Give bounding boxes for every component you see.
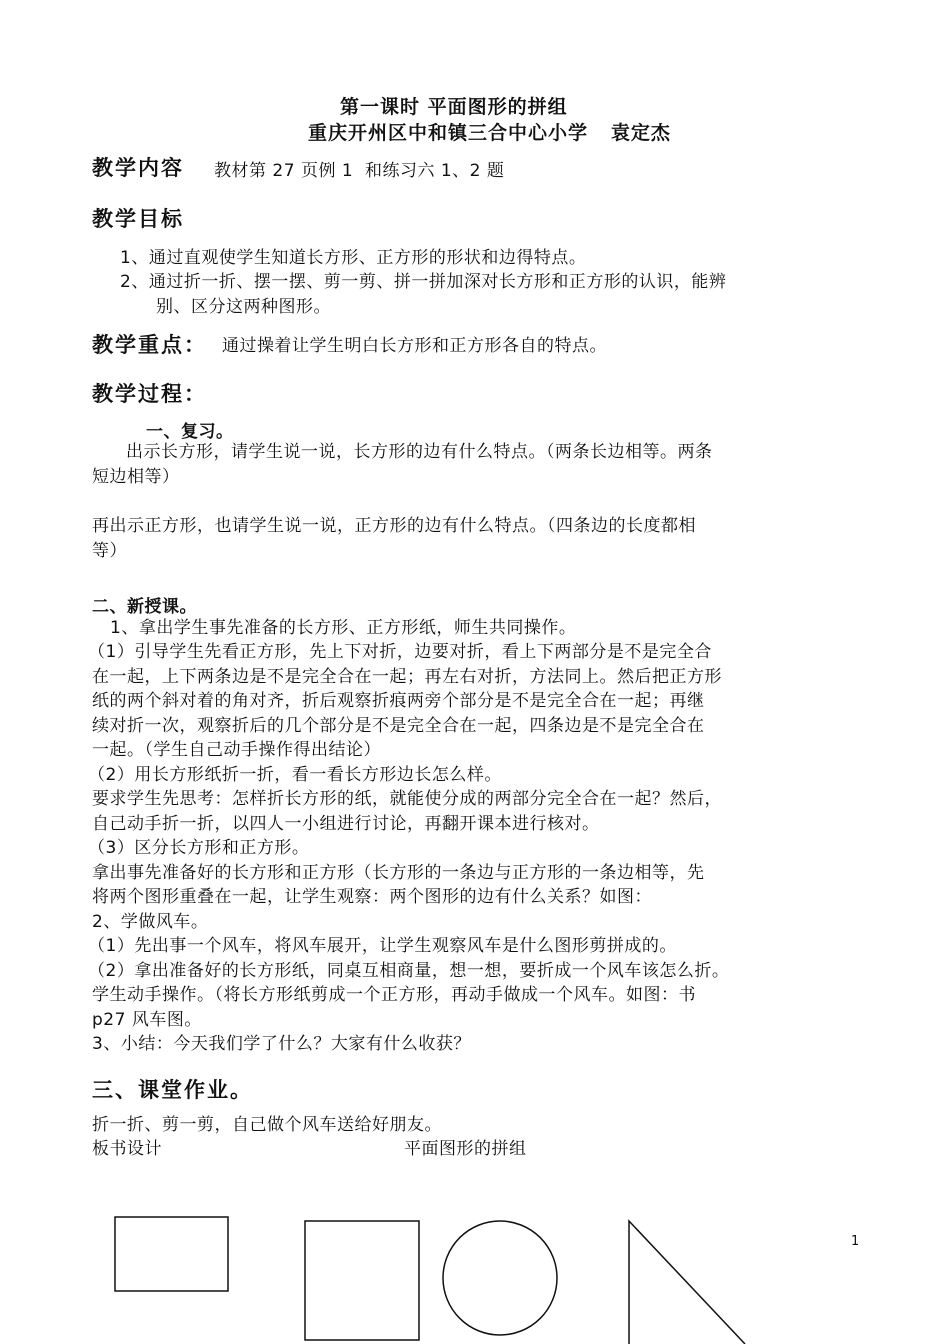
rectangle-shape bbox=[115, 1217, 228, 1291]
new-lesson-heading: 二、新授课。 bbox=[92, 597, 197, 617]
review-line: 短边相等） bbox=[92, 467, 180, 487]
new-lesson-line: 要求学生先思考：怎样折长方形的纸，就能使分成的两部分完全合在一起？然后， bbox=[92, 789, 722, 809]
board-design-label: 板书设计 bbox=[92, 1139, 162, 1159]
process-label: 教学过程： bbox=[92, 382, 207, 406]
new-lesson-line: 将两个图形重叠在一起，让学生观察：两个图形的边有什么关系？如图： bbox=[92, 887, 652, 907]
new-lesson-line: 在一起，上下两条边是不是完全合在一起；再左右对折，方法同上。然后把正方形 bbox=[92, 667, 722, 687]
goal-item: 1、通过直观使学生知道长方形、正方形的形状和边得特点。 bbox=[120, 248, 587, 268]
new-lesson-line: （3）区分长方形和正方形。 bbox=[88, 838, 310, 858]
goal-item: 2、通过折一折、摆一摆、剪一剪、拼一拼加深对长方形和正方形的认识，能辨 bbox=[120, 272, 727, 292]
square-shape bbox=[305, 1221, 419, 1340]
board-design-title: 平面图形的拼组 bbox=[404, 1139, 527, 1159]
new-lesson-line: 学生动手操作。（将长方形纸剪成一个正方形，再动手做成一个风车。如图：书 bbox=[92, 985, 696, 1005]
key-point-text: 通过操着让学生明白长方形和正方形各自的特点。 bbox=[222, 336, 607, 356]
new-lesson-line: 1、拿出学生事先准备的长方形、正方形纸，师生共同操作。 bbox=[110, 618, 577, 638]
new-lesson-line: 续对折一次，观察折后的几个部分是不是完全合在一起，四条边是不是完全合在 bbox=[92, 716, 705, 736]
new-lesson-line: （1）先出事一个风车，将风车展开，让学生观察风车是什么图形剪拼成的。 bbox=[88, 936, 677, 956]
new-lesson-line: p27 风车图。 bbox=[92, 1010, 202, 1030]
homework-heading: 三、课堂作业。 bbox=[92, 1078, 253, 1102]
new-lesson-line: （2）用长方形纸折一折，看一看长方形边长怎么样。 bbox=[88, 765, 502, 785]
school-author: 重庆开州区中和镇三合中心小学 袁定杰 bbox=[308, 122, 671, 144]
circle-shape bbox=[443, 1221, 557, 1335]
new-lesson-line: 纸的两个斜对着的角对齐，折后观察折痕两旁个部分是不是完全合在一起；再继 bbox=[92, 691, 705, 711]
new-lesson-line: 2、学做风车。 bbox=[92, 912, 209, 932]
triangle-shape bbox=[629, 1221, 745, 1344]
new-lesson-line: 拿出事先准备好的长方形和正方形（长方形的一条边与正方形的一条边相等，先 bbox=[92, 863, 705, 883]
goals-label: 教学目标 bbox=[92, 207, 184, 231]
new-lesson-line: （2）拿出准备好的长方形纸，同桌互相商量，想一想，要折成一个风车该怎么折。 bbox=[88, 961, 730, 981]
page-number: 1 bbox=[851, 1234, 860, 1249]
new-lesson-line: 一起。（学生自己动手操作得出结论） bbox=[92, 740, 381, 760]
content-label: 教学内容 bbox=[92, 156, 184, 180]
review-line: 再出示正方形，也请学生说一说，正方形的边有什么特点。（四条边的长度都相 bbox=[92, 516, 696, 536]
new-lesson-line: 自己动手折一折，以四人一小组进行讨论，再翻开课本进行核对。 bbox=[92, 814, 600, 834]
new-lesson-line: （1）引导学生先看正方形，先上下对折，边要对折，看上下两部分是不是完全合 bbox=[88, 642, 712, 662]
lesson-title: 第一课时 平面图形的拼组 bbox=[340, 96, 568, 118]
homework-text: 折一折、剪一剪，自己做个风车送给好朋友。 bbox=[92, 1115, 442, 1135]
review-heading: 一、复习。 bbox=[146, 422, 234, 442]
key-point-label: 教学重点： bbox=[92, 333, 207, 357]
new-lesson-line: 3、小结：今天我们学了什么？大家有什么收获？ bbox=[92, 1034, 471, 1054]
goal-item-continued: 别、区分这两种图形。 bbox=[156, 297, 331, 317]
content-text: 教材第 27 页例 1 和练习六 1、2 题 bbox=[214, 161, 505, 181]
review-line: 出示长方形，请学生说一说，长方形的边有什么特点。（两条长边相等。两条 bbox=[126, 442, 713, 462]
review-line: 等） bbox=[92, 541, 127, 561]
